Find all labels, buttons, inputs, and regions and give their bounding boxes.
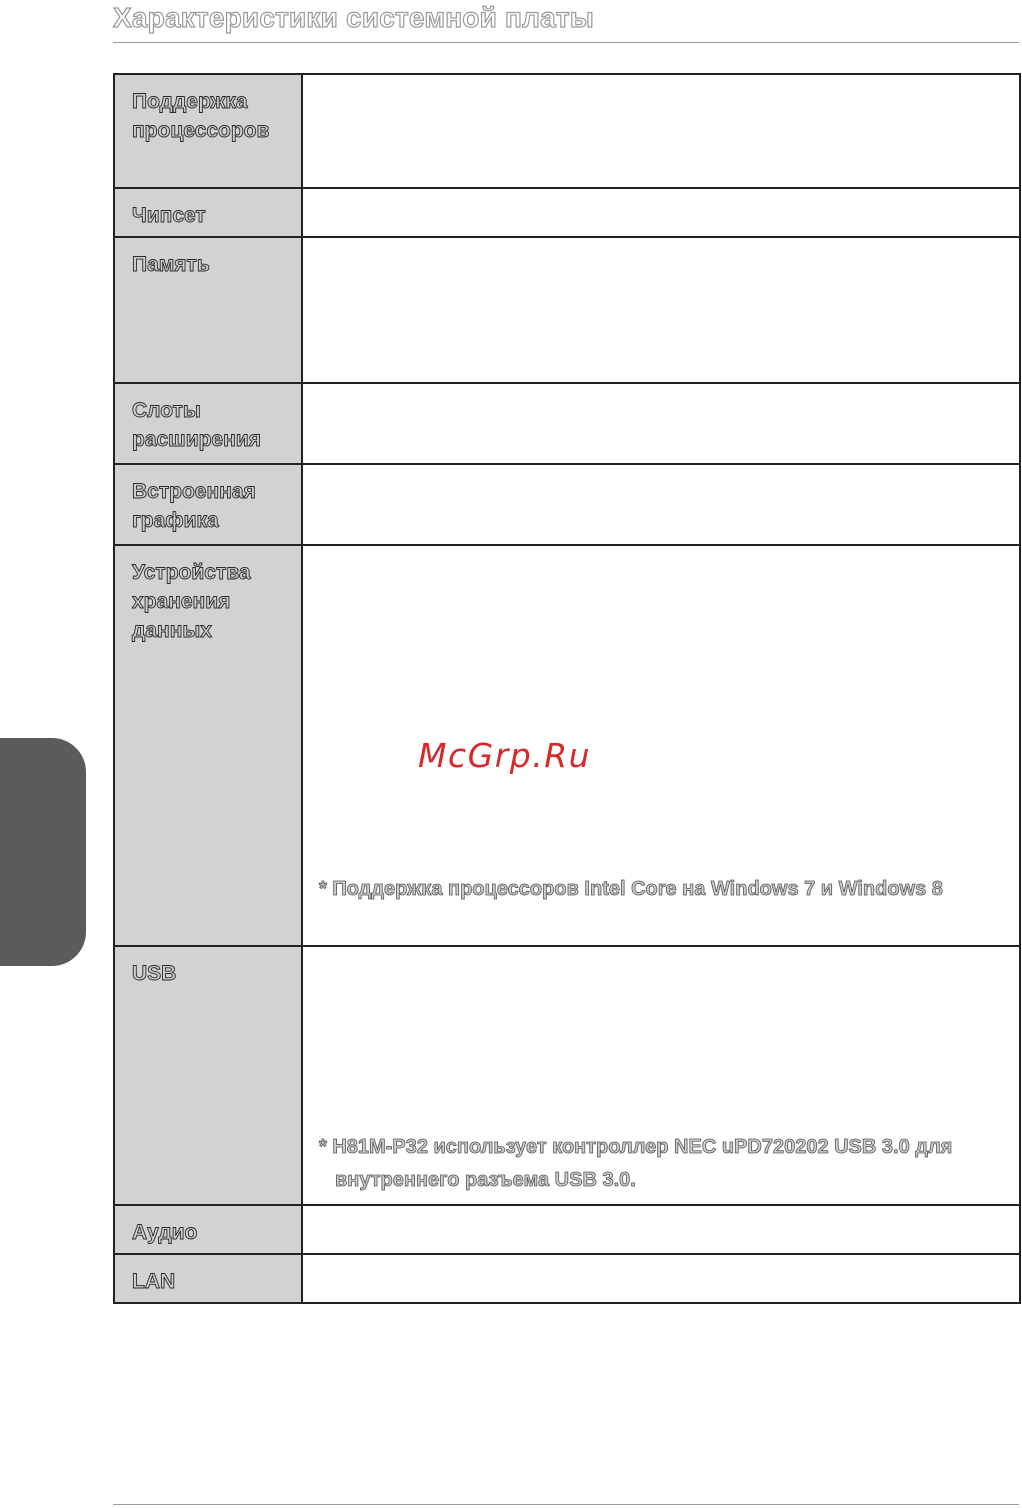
label-cell-audio: [114, 1205, 302, 1254]
value-cell-graphics: [302, 464, 1020, 545]
watermark-text: McGrp.Ru: [418, 736, 592, 775]
value-cell-audio: [302, 1205, 1020, 1254]
usb-footnote-text: * H81M-P32 использует контроллер NEC uPD720202 USB 3.0 для внутреннего разъема USB 3.0.: [319, 1136, 953, 1191]
table-row: [114, 383, 1020, 464]
value-cell-cpu: [302, 74, 1020, 188]
page-title: Характеристики системной платы: [113, 2, 594, 33]
label-lan: LAN: [132, 1270, 176, 1293]
spec-table: [113, 73, 1021, 1304]
table-row: [114, 464, 1020, 545]
label-memory: Память: [132, 253, 210, 276]
title-divider: [113, 42, 1019, 43]
value-cell-memory: [302, 237, 1020, 383]
value-cell-usb: [302, 946, 1020, 1205]
label-cell-usb: [114, 946, 302, 1205]
label-cpu-support: Поддержка процессоров: [132, 90, 270, 142]
table-row: [114, 74, 1020, 188]
table-row: [114, 1205, 1020, 1254]
table-row: [114, 237, 1020, 383]
label-cell-memory: [114, 237, 302, 383]
value-cell-storage: [302, 545, 1020, 946]
table-row: [114, 188, 1020, 237]
value-cell-chipset: [302, 188, 1020, 237]
storage-footnote-text: * Поддержка процессоров Intel Core на Windows 7 и Windows 8: [319, 878, 943, 900]
label-cell-chipset: [114, 188, 302, 237]
value-cell-expansion: [302, 383, 1020, 464]
label-cell-storage: [114, 545, 302, 946]
table-row: [114, 1254, 1020, 1303]
label-cell-cpu: [114, 74, 302, 188]
usb-footnote: [319, 1131, 1001, 1197]
table-row: [114, 946, 1020, 1205]
value-cell-lan: [302, 1254, 1020, 1303]
footer-divider: [113, 1504, 1019, 1505]
label-onboard-graphics: Встроенная графика: [132, 480, 256, 532]
storage-footnote: [319, 873, 1001, 906]
label-cell-expansion: [114, 383, 302, 464]
chapter-side-tab: [0, 738, 86, 966]
label-expansion-slots: Слоты расширения: [132, 399, 261, 451]
label-usb: USB: [132, 962, 177, 985]
label-storage: Устройства хранения данных: [132, 561, 251, 642]
label-cell-lan: [114, 1254, 302, 1303]
label-chipset: Чипсет: [132, 204, 206, 227]
label-cell-graphics: [114, 464, 302, 545]
label-audio: Аудио: [132, 1221, 198, 1244]
